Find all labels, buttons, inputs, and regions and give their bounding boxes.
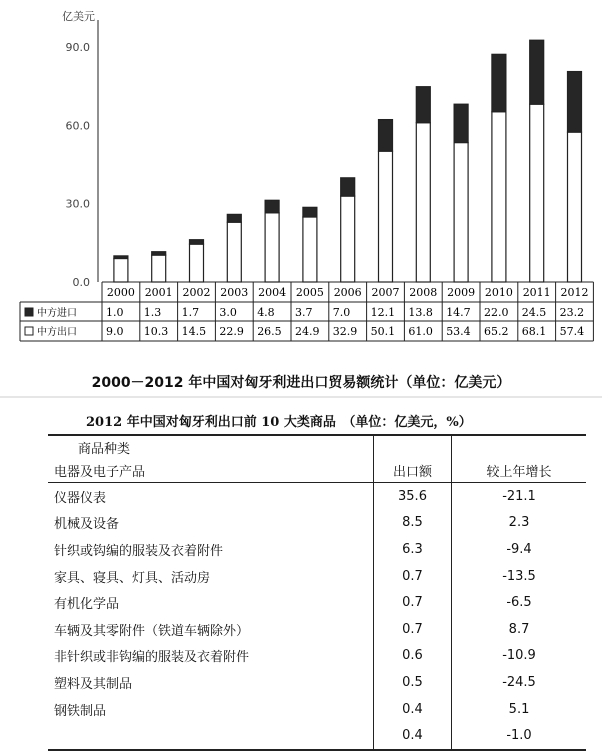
legend-export-swatch: [25, 327, 33, 335]
bar-export: [492, 112, 506, 282]
row-amount: 0.6: [373, 643, 451, 670]
header-amount-spacer: [373, 435, 451, 458]
row-category: 非针织或非钩编的服装及衣着附件: [54, 650, 250, 666]
bar-export: [454, 143, 468, 282]
x-tick-label: 2001: [144, 286, 173, 299]
x-tick-label: 2010: [484, 286, 513, 299]
bar-export: [416, 123, 430, 282]
row-growth: -10.9: [452, 643, 586, 670]
row-growth: -6.5: [452, 589, 586, 616]
row-growth: -24.5: [452, 669, 586, 696]
bar-import: [416, 87, 430, 123]
import-value-label: 3.0: [219, 306, 237, 319]
export-value-label: 9.0: [106, 325, 124, 338]
x-tick-label: 2012: [560, 286, 589, 299]
bar-export: [227, 222, 241, 282]
export-value-label: 50.1: [370, 325, 396, 338]
y-tick-label: 90.0: [65, 41, 90, 54]
row-amount: 0.7: [373, 563, 451, 590]
table-row: [48, 696, 586, 723]
x-tick-label: 2007: [371, 286, 400, 299]
import-value-label: 24.5: [521, 306, 547, 319]
table-row: [48, 722, 586, 750]
row-amount: 8.5: [373, 510, 451, 537]
x-tick-label: 2008: [409, 286, 438, 299]
x-tick-label: 2004: [258, 286, 287, 299]
bar-import: [114, 256, 128, 259]
row-growth: -13.5: [452, 563, 586, 590]
bar-import: [568, 72, 582, 133]
bar-export: [568, 132, 582, 282]
row-amount: 0.5: [373, 669, 451, 696]
y-tick-label: 30.0: [65, 197, 90, 211]
bar-import: [303, 207, 317, 217]
row-amount: 0.4: [373, 696, 451, 723]
row-amount: 6.3: [373, 536, 451, 563]
row-amount: 出口额: [373, 458, 451, 483]
export-value-label: 57.4: [559, 325, 585, 338]
export-value-label: 65.2: [484, 325, 509, 338]
import-value-label: 1.0: [106, 306, 124, 319]
row-growth: -9.4: [452, 536, 586, 563]
bar-export: [265, 213, 279, 282]
bar-import: [379, 120, 393, 152]
import-value-label: 23.2: [559, 306, 585, 319]
table-row: [48, 563, 586, 590]
row-category: 塑料及其制品: [54, 676, 133, 692]
table-row: [48, 483, 586, 510]
row-growth: -1.0: [452, 722, 586, 750]
bar-import: [190, 240, 204, 244]
import-value-label: 12.1: [370, 306, 396, 319]
export-value-label: 14.5: [181, 325, 207, 338]
bar-import: [227, 214, 241, 222]
bar-export: [152, 255, 166, 282]
export-value-label: 32.9: [332, 325, 358, 338]
table-row: [48, 589, 586, 616]
x-tick-label: 2011: [522, 286, 551, 299]
bar-export: [114, 259, 128, 283]
chart-caption: 2000－2012 年中国对匈牙利进出口贸易额统计（单位：亿美元）: [91, 375, 511, 391]
table-row: [48, 616, 586, 643]
row-growth: 2.3: [452, 510, 586, 537]
goods-table: [48, 434, 586, 751]
table-title: 2012 年中国对匈牙利出口前 10 大类商品 （单位：亿美元，%）: [86, 415, 472, 430]
y-tick-label: 0.0: [72, 276, 90, 289]
import-value-label: 22.0: [484, 306, 509, 319]
goods-table-section: [48, 412, 586, 751]
export-value-label: 61.0: [408, 325, 433, 338]
row-growth: 5.1: [452, 696, 586, 723]
row-category: 钢铁制品: [54, 703, 107, 719]
row-category: 家具、寝具、灯具、活动房: [54, 570, 211, 586]
row-growth: 较上年增长: [452, 458, 586, 483]
row-amount: 35.6: [373, 483, 451, 510]
legend-export-label: 中方出口: [37, 327, 77, 338]
bar-import: [492, 54, 506, 111]
export-value-label: 24.9: [295, 325, 320, 338]
bar-export: [379, 151, 393, 282]
y-axis-label: 亿美元: [62, 10, 95, 23]
bar-export: [190, 244, 204, 282]
bar-import: [152, 252, 166, 255]
table-header-row: [48, 435, 586, 458]
export-value-label: 22.9: [219, 325, 244, 338]
y-tick-label: 60.0: [65, 119, 90, 133]
table-row: [48, 536, 586, 563]
x-tick-label: 2002: [182, 286, 211, 299]
legend-import-swatch: [25, 308, 33, 316]
row-category: 车辆及其零附件（铁道车辆除外）: [54, 623, 250, 639]
bar-import: [454, 104, 468, 142]
import-value-label: 4.8: [257, 306, 275, 319]
row-amount: 0.4: [373, 722, 451, 750]
export-value-label: 10.3: [143, 325, 169, 338]
x-tick-label: 2000: [106, 286, 135, 299]
x-tick-label: 2003: [220, 286, 249, 299]
table-row: [48, 669, 586, 696]
x-tick-label: 2006: [333, 286, 362, 299]
row-growth: -21.1: [452, 483, 586, 510]
row-category: [48, 722, 373, 750]
section-divider: [0, 396, 602, 398]
row-growth: 8.7: [452, 616, 586, 643]
bar-import: [265, 200, 279, 213]
export-value-label: 68.1: [521, 325, 547, 338]
import-value-label: 7.0: [332, 306, 351, 319]
table-row: [48, 643, 586, 670]
export-value-label: 53.4: [446, 325, 471, 338]
table-row: [48, 458, 586, 483]
trade-chart: [0, 0, 602, 360]
table-row: [48, 510, 586, 537]
bar-export: [341, 196, 355, 282]
export-value-label: 26.5: [257, 325, 282, 338]
row-category: 针织或钩编的服装及衣着附件: [54, 543, 224, 559]
header-growth-spacer: [452, 435, 586, 458]
import-value-label: 1.7: [181, 306, 200, 319]
bar-import: [341, 178, 355, 196]
import-value-label: 14.7: [446, 306, 471, 319]
bar-import: [530, 40, 544, 104]
row-amount: 0.7: [373, 616, 451, 643]
header-category: 商品种类: [48, 435, 373, 458]
bar-export: [303, 217, 317, 282]
bar-export: [530, 104, 544, 282]
legend-import-label: 中方进口: [37, 308, 77, 319]
import-value-label: 1.3: [143, 306, 162, 319]
import-value-label: 13.8: [408, 306, 433, 319]
row-category: 机械及设备: [54, 517, 120, 533]
row-amount: 0.7: [373, 589, 451, 616]
x-tick-label: 2005: [295, 286, 324, 299]
row-category: 电器及电子产品: [48, 458, 373, 483]
row-category: 仪器仪表: [54, 490, 107, 506]
import-value-label: 3.7: [295, 306, 313, 319]
row-category: 有机化学品: [54, 597, 120, 613]
x-tick-label: 2009: [447, 286, 476, 299]
